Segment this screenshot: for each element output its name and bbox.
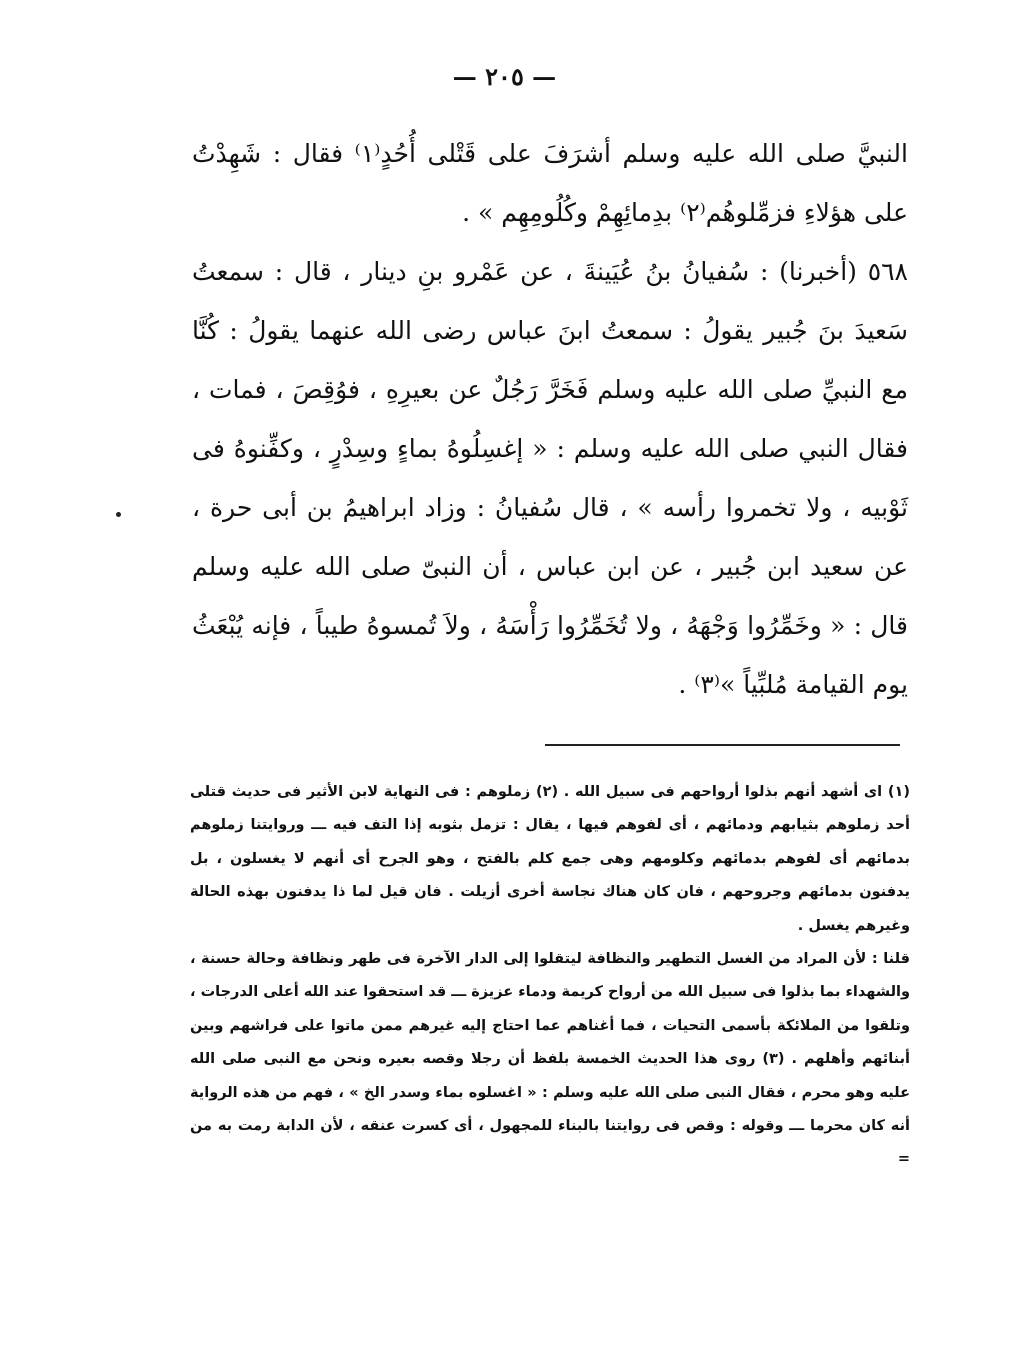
margin-dot bbox=[116, 512, 121, 517]
main-text bbox=[192, 124, 908, 714]
main-paragraph-1: النبيَّ صلى الله عليه وسلم أشرَفَ على قَتْلى أُحُدٍ⁽١⁾ فقال : شَهِدْتُ على هؤلاءِ فزمِّلوهُم⁽٢⁾ بدِمائِهِمْ وكُلُومِهِم » . bbox=[192, 139, 908, 227]
footnote-divider bbox=[545, 744, 900, 746]
main-paragraph-2-hadith-568: ٥٦٨ (أخبرنا) : سُفيانُ بنُ عُيَينةَ ، عن عَمْرو بنِ دينار ، قال : سمعتُ سَعيدَ بنَ جُبير يقولُ : سمعتُ ابنَ عباس رضى الله عنهما يقولُ : كُنَّا مع النبيِّ صلى الله عليه وسلم فَخَرَّ رَجُلٌ عن بعيرِهِ ، فوُقِصَ ، فمات ، فقال النبي صلى الله عليه وسلم : « إغسِلُوهُ بماءٍ وسِدْرٍ ، وكفِّنوهُ فى ثَوْبيه ، ولا تخمروا رأسه » ، قال سُفيانُ : وزاد ابراهيمُ بن أبى حرة ، عن سعيد ابن جُبير ، عن ابن عباس ، أن النبىّ صلى الله عليه وسلم قال : « وخَمِّرُوا وَجْهَهُ ، ولا تُخَمِّرُوا رَأْسَهُ ، ولاَ تُمسوهُ طيباً ، فإنه يُبْعَثُ يوم القيامة مُلبِّياً »⁽٣⁾ . bbox=[192, 257, 908, 699]
footnotes bbox=[190, 776, 910, 1177]
footnote-paragraph-1: (١) اى أشهد أنهم بذلوا أرواحهم فى سبيل الله . (٢) زملوهم : فى النهاية لابن الأثير فى حديث قتلى أحد زملوهم بثيابهم ودمائهم ، أى لفوهم فيها ، يقال : تزمل بثوبه إذا التف فيه ـــ وروايتنا زملوهم بدمائهم أى لفوهم بدمائهم وكلومهم وهى جمع كلم بالفتح ، وهو الجرح أى أنهم لا يغسلون ، بل يدفنون بدمائهم وجروحهم ، فان كان هناك نجاسة أخرى أزيلت . فان قيل لما ذا يدفنون بهذه الحالة وغيرهم يغسل . bbox=[190, 784, 910, 934]
page-number: — ٢٠٥ — bbox=[452, 62, 557, 91]
footnote-paragraph-2: قلنا : لأن المراد من الغسل التطهير والنظافة ليتقلوا إلى الدار الآخرة فى طهر ونظافة وحالة حسنة ، والشهداء بما بذلوا فى سبيل الله من أرواح كريمة ودماء عزيزة ـــ قد استحقوا عند الله أعلى الدرجات ، وتلقوا من الملائكة بأسمى التحيات ، فما أغناهم عما احتاج إليه غيرهم ممن ماتوا على فراشهم وبين أبنائهم وأهلهم . (٣) روى هذا الحديث الخمسة بلفظ أن رجلا وقصه بعيره ونحن مع النبى صلى الله عليه وهو محرم ، فقال النبى صلى الله عليه وسلم : « اغسلوه بماء وسدر الخ » ، فهم من هذه الرواية أنه كان محرما ـــ وقوله : وقص فى روايتنا بالبناء للمجهول ، أى كسرت عنقه ، لأن الدابة رمت به من = bbox=[190, 951, 910, 1168]
